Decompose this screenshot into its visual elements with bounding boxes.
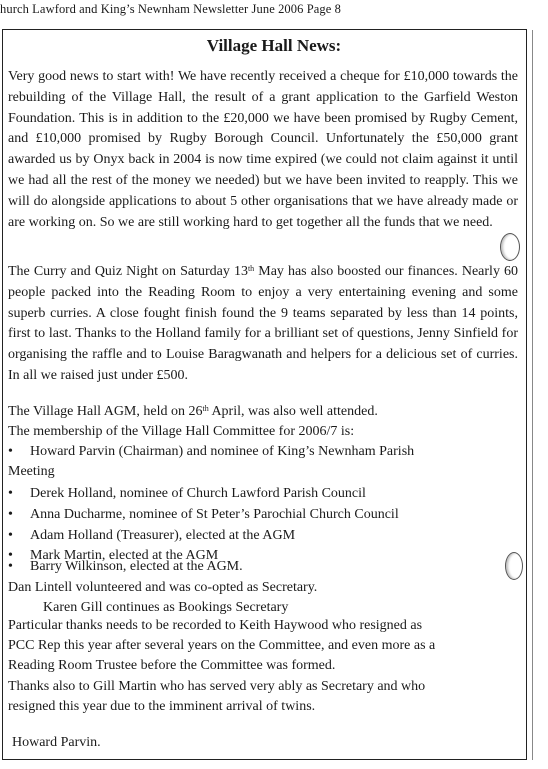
member-name: Mark Martin, elected at the AGM: [30, 548, 219, 563]
membership-intro: The membership of the Village Hall Committee for 2006/7 is:: [8, 424, 355, 439]
curry-text-start: The Curry and Quiz Night on Saturday 13: [8, 264, 248, 279]
punch-hole-top: [500, 233, 520, 261]
bullet-icon: •: [8, 548, 13, 563]
thanks-gill-line2: resigned this year due to the imminent arrival of twins.: [8, 699, 316, 714]
member-name: Howard Parvin (Chairman) and nominee of King’s Newnham Parish: [30, 444, 415, 459]
list-item: [8, 505, 399, 525]
paragraph-grant-news: Very good news to start with! We have recently received a cheque for £10,000 towards the rebuilding of the Village Hall, the result of a grant application to the Garfield Weston Foundation. This is in addition to the £20,000 we have been promised by Rugby Cement, and £10,000 promised by Rugby Borough Council. Unfortunately the £50,000 grant awarded us by Onyx back in 2004 is now time expired (we could not claim against it until we had all the rest of the money we needed) but we have been invited to reapply. This we will do alongside applications to about 5 other organisations that we have already made or are working on. So we are still working hard to get together all the funds that we need.: [8, 69, 518, 230]
agm-line: [8, 402, 378, 422]
list-item: [8, 442, 414, 462]
list-item: [8, 557, 243, 577]
punch-hole-bottom: [505, 552, 523, 580]
bullet-icon: •: [8, 528, 13, 543]
member-name: Anna Ducharme, nominee of St Peter’s Parochial Church Council: [30, 507, 399, 522]
secretary-line: Dan Lintell volunteered and was co-opted as Secretary.: [8, 580, 318, 595]
member-name: Adam Holland (Treasurer), elected at the AGM: [30, 528, 296, 543]
bookings-line: Karen Gill continues as Bookings Secretary: [43, 600, 289, 615]
curry-date-suffix: th: [247, 264, 255, 273]
agm-text-start: The Village Hall AGM, held on 26: [8, 404, 203, 419]
thanks-gill-line1: Thanks also to Gill Martin who has served very ably as Secretary and who: [8, 679, 426, 694]
newsletter-header: hurch Lawford and King’s Newnham Newsletter June 2006 Page 8: [0, 2, 341, 16]
bullet-icon: •: [8, 486, 13, 501]
curry-text-end: May has also boosted our finances. Nearly 60 people packed into the Reading Room to enjoy a very entertaining evening and some superb curries. A close fought finish found the 9 teams separated by less than 14 points, first to last. Thanks to the Holland family for a brilliant set of questions, Jenny Sinfield for organising the raffle and to Louise Baragwanath and helpers for a delicious set of curries. In all we raised just under £500.: [8, 264, 519, 383]
thanks-keith-line2: PCC Rep this year after several years on the Committee, and even more as a: [8, 638, 436, 653]
thanks-keith-line3: Reading Room Trustee before the Committee was formed.: [8, 658, 336, 673]
bullet-icon: •: [8, 444, 13, 459]
bullet-icon: •: [8, 507, 13, 522]
agm-text-end: April, was also well attended.: [208, 404, 378, 419]
list-item-continued: Meeting: [8, 464, 55, 479]
signature: Howard Parvin.: [12, 735, 101, 750]
member-name: Derek Holland, nominee of Church Lawford Parish Council: [30, 486, 366, 501]
thanks-keith-line1: Particular thanks needs to be recorded to Keith Haywood who resigned as: [8, 618, 423, 633]
member-name: Barry Wilkinson, elected at the AGM.: [30, 559, 243, 574]
frame-edge: [532, 30, 533, 760]
list-item: [8, 526, 295, 546]
article-title: Village Hall News:: [206, 36, 342, 55]
list-item: [8, 484, 366, 504]
paragraph-curry-quiz: [8, 262, 518, 387]
agm-date-suffix: th: [202, 404, 209, 413]
bullet-icon: •: [8, 559, 13, 574]
